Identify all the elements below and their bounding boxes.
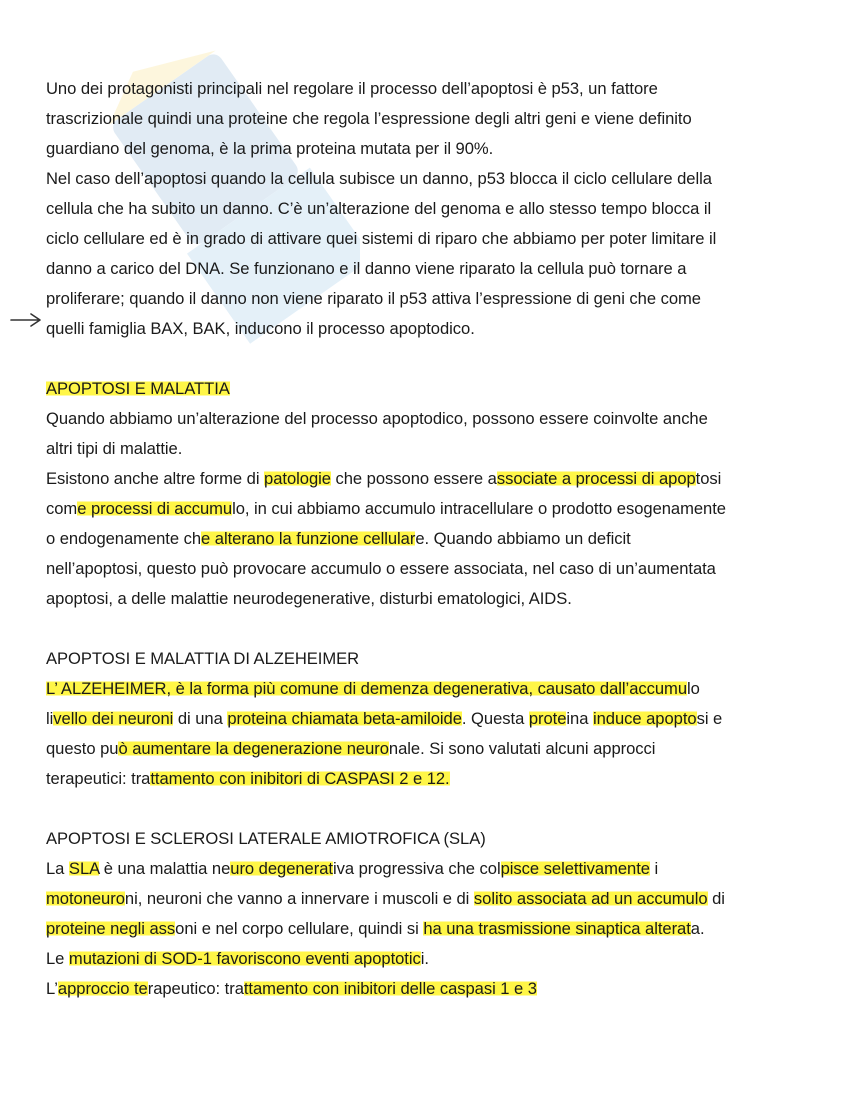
highlight: induce apopto [592, 709, 697, 728]
highlight: CASPASI 2 e 12. [324, 769, 450, 788]
p1-line-8: proliferare; quando il danno non viene riparato il p53 attiva l’espressione di geni che come [46, 289, 701, 308]
highlight: uro degenerat [230, 859, 333, 878]
s3-line-1 [46, 854, 816, 884]
text: lo [687, 679, 700, 698]
text: nale. Si sono valutati alcuni approcci [388, 739, 656, 758]
text: . Questa [461, 709, 529, 728]
s2-line-2 [46, 704, 816, 734]
text: i [649, 859, 659, 878]
p1-line-4: Nel caso dell’apoptosi quando la cellula subisce un danno, p53 blocca il ciclo cellulare della [46, 169, 712, 188]
text: questo pu [46, 739, 119, 758]
text: e. Quando abbiamo un deficit [415, 529, 631, 548]
p1-line-7: danno a carico del DNA. Se funzionano e il danno viene riparato la cellula può tornare a [46, 259, 687, 278]
p1-line-6: ciclo cellulare ed è in grado di attivare quei sistemi di riparo che abbiamo per poter limitare il [46, 229, 717, 248]
s2-line-1 [46, 674, 816, 704]
p1-line-5: cellula che ha subito un danno. C’è un’alterazione del genoma e allo stesso tempo blocca il [46, 199, 712, 218]
text: La [46, 859, 69, 878]
text: che possono essere a [330, 469, 497, 488]
highlight: proteina chiamata beta-amiloide [227, 709, 462, 728]
arrow-right-icon [10, 312, 42, 328]
text: terapeutici: tra [46, 769, 151, 788]
highlight: prote [528, 709, 567, 728]
highlight: ha una trasmissione sinaptica alterat [423, 919, 691, 938]
highlight: ttamento con inibitori di [150, 769, 325, 788]
text: rapeutico: tra [147, 979, 244, 998]
text: tosi [695, 469, 722, 488]
highlight: vello dei neuroni [53, 709, 174, 728]
s3-line-2 [46, 884, 816, 914]
s1-line-4 [46, 494, 816, 524]
text: li [46, 709, 54, 728]
highlight: toneuro [68, 889, 125, 908]
section-heading-apoptosi-malattia [46, 374, 816, 404]
text: i. [420, 949, 429, 968]
text: ina [566, 709, 593, 728]
highlight: ò aumentare la degenerazione neuro [118, 739, 389, 758]
section-heading-alzheimer: APOPTOSI E MALATTIA DI ALZEHEIMER [46, 649, 360, 668]
section-heading-sla: APOPTOSI E SCLEROSI LATERALE AMIOTROFICA (SLA) [46, 829, 486, 848]
text: si e [696, 709, 723, 728]
text: iva progressiva che col [332, 859, 501, 878]
s3-line-3 [46, 914, 816, 944]
s1-line-1: Quando abbiamo un’alterazione del processo apoptodico, possono essere coinvolte anche [46, 409, 708, 428]
s1-line-5 [46, 524, 816, 554]
text: L’ [46, 979, 58, 998]
p1-line-9: quelli famiglia BAX, BAK, inducono il processo apoptodico. [46, 319, 475, 338]
s1-line-6: nell’apoptosi, questo può provocare accumulo o essere associata, nel caso di un’aumentata [46, 559, 716, 578]
highlight: pisce selettivamente [500, 859, 650, 878]
highlight: approccio te [57, 979, 148, 998]
text: è una malattia ne [99, 859, 231, 878]
highlight: SLA [68, 859, 100, 878]
highlight: APOPTOSI E MALATTIA [46, 379, 230, 398]
s2-line-4 [46, 764, 816, 794]
s3-line-4 [46, 944, 816, 974]
p1-line-1: Uno dei protagonisti principali nel regolare il processo dell’apoptosi è p53, un fattore [46, 79, 658, 98]
highlight: solito associata ad un accumulo [473, 889, 708, 908]
document-page [46, 74, 816, 1004]
s3-line-5 [46, 974, 816, 1004]
s1-line-7: apoptosi, a delle malattie neurodegenerative, disturbi ematologici, AIDS. [46, 589, 572, 608]
text: Esistono anche altre forme di [46, 469, 265, 488]
highlight: ttamento con inibitori delle caspasi 1 e 3 [243, 979, 537, 998]
p1-line-3: guardiano del genoma, è la prima proteina mutata per il 90%. [46, 139, 494, 158]
text: com [46, 499, 78, 518]
p1-line-2: trascrizionale quindi una proteine che regola l’espressione degli altri geni e viene definito [46, 109, 692, 128]
text: lo, in cui abbiamo accumulo intracellulare o prodotto esogenamente [232, 499, 726, 518]
text: di [707, 889, 725, 908]
highlight: ssociate a processi di apop [496, 469, 696, 488]
s1-line-3 [46, 464, 816, 494]
highlight: mutazioni di SOD-1 favoriscono eventi apoptotic [68, 949, 421, 968]
text: ni, neuroni che vanno a innervare i muscoli e di [124, 889, 474, 908]
text: oni e nel corpo cellulare, quindi si [175, 919, 424, 938]
text: o endogenamente ch [46, 529, 202, 548]
highlight: e alterano la funzione cellular [201, 529, 416, 548]
highlight: mo [46, 889, 69, 908]
text: di una [173, 709, 228, 728]
highlight: L’ ALZEHEIMER, è la forma più comune di demenza degenerativa, causato dall’accumu [46, 679, 687, 698]
text: Le [46, 949, 69, 968]
highlight: patologie [264, 469, 331, 488]
highlight: proteine negli ass [46, 919, 176, 938]
s2-line-3 [46, 734, 816, 764]
highlight: e processi di accumu [77, 499, 233, 518]
s1-line-2: altri tipi di malattie. [46, 439, 183, 458]
text: a. [690, 919, 705, 938]
